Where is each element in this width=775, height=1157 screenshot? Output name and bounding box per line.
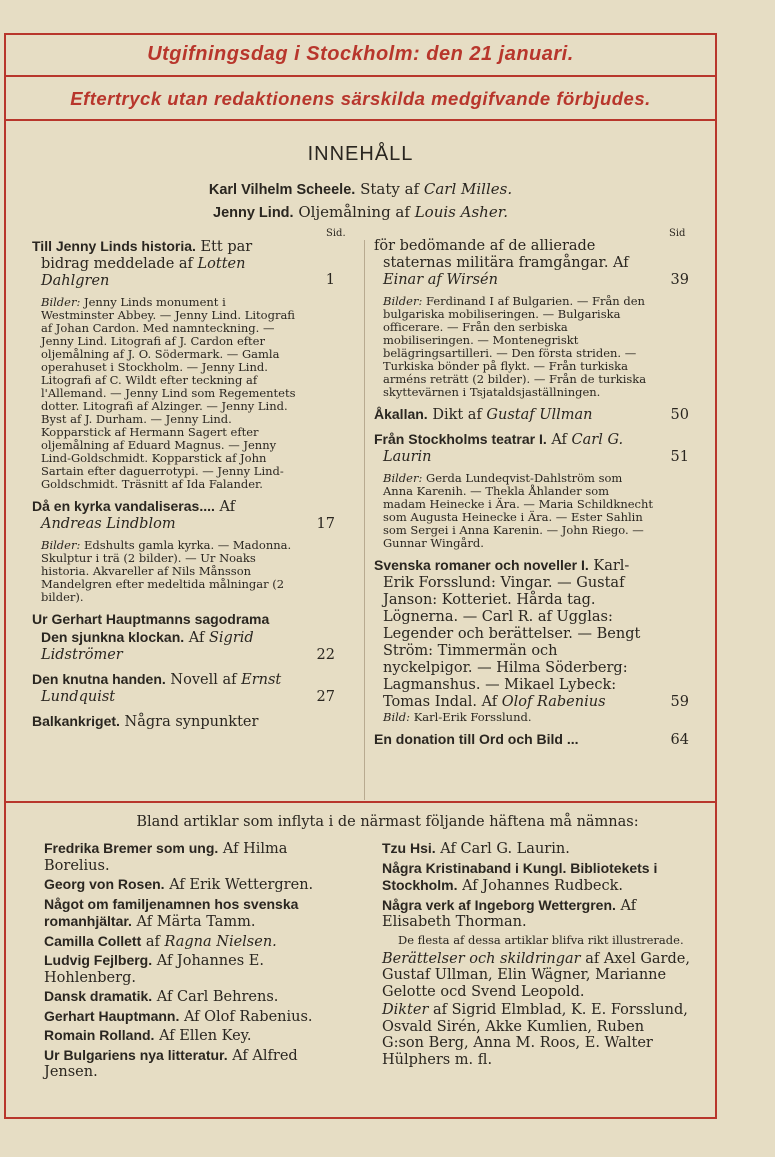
upcoming-item: Camilla Collett af Ragna Nielsen. [44, 932, 277, 950]
banner-rule [6, 119, 715, 121]
upcoming-item: Något om familjenamnen hos svenska romanhjältar. Af Märta Tamm. [44, 895, 299, 930]
upcoming-lead: Bland artiklar som inflyta i de närmast följande häftena må nämnas: [136, 814, 639, 830]
upcoming-item: Ur Bulgariens nya litteratur. Af Alfred Jensen. [44, 1046, 298, 1080]
page-label-left: Sid. [326, 228, 346, 239]
upcoming-item: Dansk dramatik. Af Carl Behrens. [44, 988, 279, 1005]
section-rule [6, 801, 715, 803]
column-divider [364, 240, 365, 800]
page-number: 22 [316, 647, 335, 663]
toc-entry: Från Stockholms teatrar I. Af Carl G. Laurin 51 Bilder: Gerda Lundeqvist-Dahlström som Anna Karenih. — Thekla Åhlander som madam Heinecke i Ära. — Maria Schildknecht som Augusta Heinecke i Ära. — Ester Sahlin som Sergei i Anna Karenin. — John Riego. — Gunnar Wingård. [374, 431, 689, 550]
page-number: 39 [670, 272, 689, 288]
toc-entry: för bedömande af de allierade staternas militära framgångar. Af Einar af Wirsén 39 Bilder: Ferdinand I af Bulgarien. — Från den bulgariska mobiliseringen. — Bulgariska officerare. — Från den serbiska mobiliseringen. — Montenegriskt belägringsartilleri. — Den första striden. — Turkiska bönder på flykt. — Från turkiska arméns reträtt (2 bilder). — Från de turkiska skyttevärnen i Tsjataldsjaställningen. [374, 238, 689, 399]
reprint-notice-banner: Eftertryck utan redaktionens särskilda medgifvande förbjudes. [70, 88, 651, 109]
toc-entry: Till Jenny Linds historia. Ett par bidrag meddelade af Lotten Dahlgren 1 Bilder: Jenny Linds monument i Westminster Abbey. — Jenny Lind. Litografi af Johan Cardon. Med namnteckning. — Jenny Lind. Litografi af J. Cardon efter oljemålning af J. O. Södermark. — Gamla operahuset i Stockholm. — Jenny Lind. Litografi af C. Wildt efter teckning af l'Allemand. — Jenny Lind som Regementets dotter. Litografi af Alzinger. — Jenny Lind. Byst af J. Durham. — Jenny Lind. Kopparstick af Hermann Sagert efter oljemålning af Eduard Magnus. — Jenny Lind-Goldschmidt. Kopparstick af John Sartain efter daguerrotypi. — Jenny Lind-Goldschmidt. Träsnitt af Ida Falander. [32, 238, 335, 491]
contents-heading: INNEHÅLL [307, 143, 414, 165]
plate-line: Jenny Lind. Oljemålning af Louis Asher. [213, 203, 508, 221]
upcoming-item: Dikter af Sigrid Elmblad, K. E. Forsslund, Osvald Sirén, Akke Kumlien, Ruben G:son Berg, Anna M. Roos, E. Walter Hülphers m. fl. [382, 1002, 688, 1068]
banner-rule [6, 75, 715, 77]
page-number: 50 [670, 407, 689, 423]
upcoming-item: Fredrika Bremer som ung. Af Hilma Borelius. [44, 840, 288, 874]
toc-entry: En donation till Ord och Bild ... 64 [374, 731, 689, 748]
page-number: 1 [325, 272, 335, 288]
upcoming-left-column [44, 840, 354, 1083]
upcoming-item: Georg von Rosen. Af Erik Wettergren. [44, 876, 314, 893]
upcoming-item: Några verk af Ingeborg Wettergren. Af Elisabeth Thorman. [382, 896, 637, 930]
page-number: 51 [670, 449, 689, 465]
illustration-note: De flesta af dessa artiklar blifva rikt illustrerade. [398, 932, 684, 947]
toc-entry: Balkankriget. Några synpunkter [32, 713, 259, 730]
toc-entry: Svenska romaner och noveller I. Karl-Erik Forsslund: Vingar. — Gustaf Janson: Kotteriet. Hårda tag. Lögnerna. — Carl R. af Ugglas: Legender och berättelser. — Bengt Ström: Timmermän och nyckelpigor. — Hilma Söderberg: Lagmanshus. — Mikael Lybeck: Tomas Indal. Af Olof Rabenius 59 Bild: Karl-Erik Forsslund. [374, 557, 689, 724]
release-date-banner: Utgifningsdag i Stockholm: den 21 januari. [147, 43, 574, 65]
plate-line: Karl Vilhelm Scheele. Staty af Carl Milles. [208, 180, 513, 198]
upcoming-item: Romain Rolland. Af Ellen Key. [44, 1027, 252, 1044]
upcoming-right-column [382, 840, 690, 1070]
page-number: 27 [316, 689, 335, 705]
upcoming-item: Ludvig Fejlberg. Af Johannes E. Hohlenberg. [44, 952, 264, 986]
upcoming-item: Berättelser och skildringar af Axel Garde, Gustaf Ullman, Elin Wägner, Marianne Gelotte ocd Svend Leopold. [382, 950, 690, 1000]
toc-entry: Åkallan. Dikt af Gustaf Ullman 50 [374, 406, 689, 423]
page-label-right: Sid [669, 228, 686, 239]
contents-left-column [32, 238, 335, 738]
toc-entry: Ur Gerhart Hauptmanns sagodrama Den sjunkna klockan. Af Sigrid Lidströmer 22 [32, 611, 335, 663]
page-number: 59 [670, 694, 689, 710]
contents-right-column [374, 238, 689, 756]
upcoming-item: Tzu Hsi. Af Carl G. Laurin. [382, 840, 570, 857]
toc-entry: Den knutna handen. Novell af Ernst Lundquist 27 [32, 671, 335, 705]
toc-entry: Då en kyrka vandaliseras.... Af Andreas Lindblom 17 Bilder: Edshults gamla kyrka. — Madonna. Skulptur i trä (2 bilder). — Ur Noaks historia. Akvareller af Nils Månsson Mandelgren efter medeltida målningar (2 bilder). [32, 498, 335, 604]
page-number: 64 [670, 732, 689, 748]
page-number: 17 [316, 516, 335, 532]
upcoming-item: Några Kristinaband i Kungl. Bibliotekets i Stockholm. Af Johannes Rudbeck. [382, 859, 658, 894]
upcoming-item: Gerhart Hauptmann. Af Olof Rabenius. [44, 1007, 313, 1025]
